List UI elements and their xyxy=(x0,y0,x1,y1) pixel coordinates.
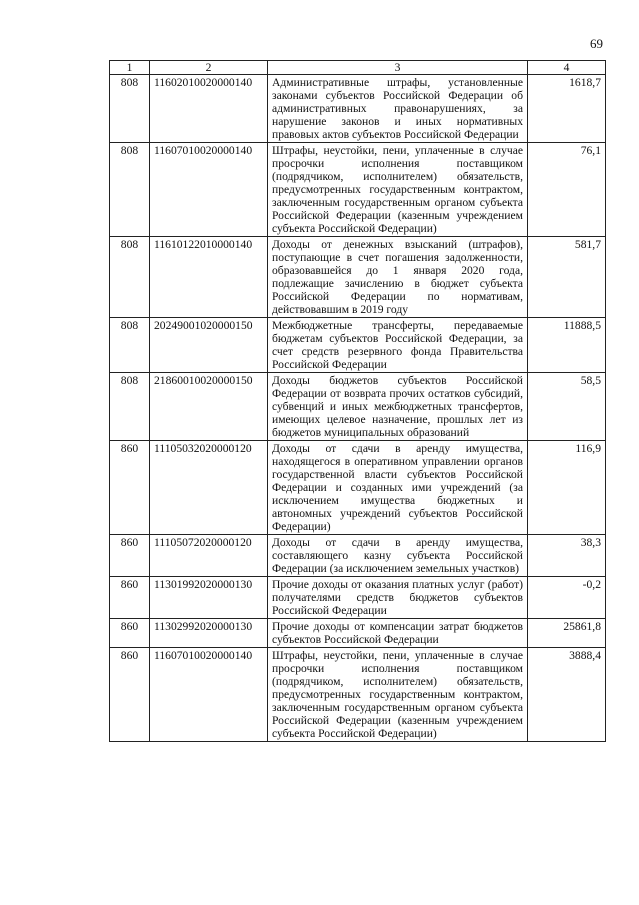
revenue-description: Доходы бюджетов субъектов Российской Федерации от возврата прочих остатков субсидий, субвенций и иных межбюджетных трансфертов, имеющих целевое назначение, прошлых лет из бюджетов муниципальных образований xyxy=(268,373,528,441)
revenue-description: Административные штрафы, установленные законами субъектов Российской Федерации об административных правонарушениях, за нарушение законов и иных нормативных правовых актов субъектов Российской Федерации xyxy=(268,75,528,143)
revenue-description: Прочие доходы от оказания платных услуг (работ) получателями средств бюджетов субъектов Российской Федерации xyxy=(268,577,528,619)
revenue-description: Штрафы, неустойки, пени, уплаченные в случае просрочки исполнения поставщиком (подрядчиком, исполнителем) обязательств, предусмотренных государственным контрактом, заключенным государственным органом субъекта Российской Федерации (казенным учреждением субъекта Российской Федерации) xyxy=(268,648,528,742)
budget-code: 11302992020000130 xyxy=(150,619,268,648)
amount: 58,5 xyxy=(528,373,606,441)
budget-code: 11610122010000140 xyxy=(150,237,268,318)
amount: 76,1 xyxy=(528,143,606,237)
budget-code: 11607010020000140 xyxy=(150,143,268,237)
admin-code: 860 xyxy=(110,619,150,648)
revenue-description: Доходы от сдачи в аренду имущества, находящегося в оперативном управлении органов государственной власти субъектов Российской Федерации и созданных ими учреждений (за исключением имущества бюджетных и автономных учреждений субъектов Российской Федерации) xyxy=(268,441,528,535)
budget-code: 21860010020000150 xyxy=(150,373,268,441)
admin-code: 860 xyxy=(110,648,150,742)
revenue-description: Прочие доходы от компенсации затрат бюджетов субъектов Российской Федерации xyxy=(268,619,528,648)
admin-code: 808 xyxy=(110,143,150,237)
table-row xyxy=(110,441,606,535)
column-header-1: 1 xyxy=(110,61,150,75)
revenue-description: Доходы от денежных взысканий (штрафов), поступающие в счет погашения задолженности, образовавшейся до 1 января 2020 года, подлежащие зачислению в бюджет субъекта Российской Федерации по нормативам, действовавшим в 2019 году xyxy=(268,237,528,318)
amount: 3888,4 xyxy=(528,648,606,742)
table-row xyxy=(110,237,606,318)
amount: 116,9 xyxy=(528,441,606,535)
admin-code: 860 xyxy=(110,535,150,577)
admin-code: 808 xyxy=(110,318,150,373)
page-number: 69 xyxy=(590,36,603,51)
budget-code: 11105072020000120 xyxy=(150,535,268,577)
admin-code: 860 xyxy=(110,441,150,535)
table-row xyxy=(110,143,606,237)
column-header-2: 2 xyxy=(150,61,268,75)
admin-code: 808 xyxy=(110,75,150,143)
table-row xyxy=(110,577,606,619)
table-row xyxy=(110,373,606,441)
table-row xyxy=(110,75,606,143)
amount: 38,3 xyxy=(528,535,606,577)
budget-code: 11105032020000120 xyxy=(150,441,268,535)
table-row xyxy=(110,619,606,648)
column-header-4: 4 xyxy=(528,61,606,75)
budget-code: 11602010020000140 xyxy=(150,75,268,143)
amount: 1618,7 xyxy=(528,75,606,143)
table-row xyxy=(110,535,606,577)
revenue-description: Штрафы, неустойки, пени, уплаченные в случае просрочки исполнения поставщиком (подрядчиком, исполнителем) обязательств, предусмотренных государственным контрактом, заключенным государственным органом субъекта Российской Федерации (казенным учреждением субъекта Российской Федерации) xyxy=(268,143,528,237)
table-row xyxy=(110,318,606,373)
budget-code: 11607010020000140 xyxy=(150,648,268,742)
admin-code: 808 xyxy=(110,237,150,318)
amount: 25861,8 xyxy=(528,619,606,648)
admin-code: 860 xyxy=(110,577,150,619)
amount: -0,2 xyxy=(528,577,606,619)
table-row xyxy=(110,648,606,742)
budget-code: 11301992020000130 xyxy=(150,577,268,619)
revenue-description: Доходы от сдачи в аренду имущества, составляющего казну субъекта Российской Федерации (за исключением земельных участков) xyxy=(268,535,528,577)
admin-code: 808 xyxy=(110,373,150,441)
budget-code: 20249001020000150 xyxy=(150,318,268,373)
header-row xyxy=(110,61,606,75)
revenue-description: Межбюджетные трансферты, передаваемые бюджетам субъектов Российской Федерации, за счет средств резервного фонда Правительства Российской Федерации xyxy=(268,318,528,373)
amount: 11888,5 xyxy=(528,318,606,373)
revenue-table xyxy=(109,60,606,742)
amount: 581,7 xyxy=(528,237,606,318)
column-header-3: 3 xyxy=(268,61,528,75)
